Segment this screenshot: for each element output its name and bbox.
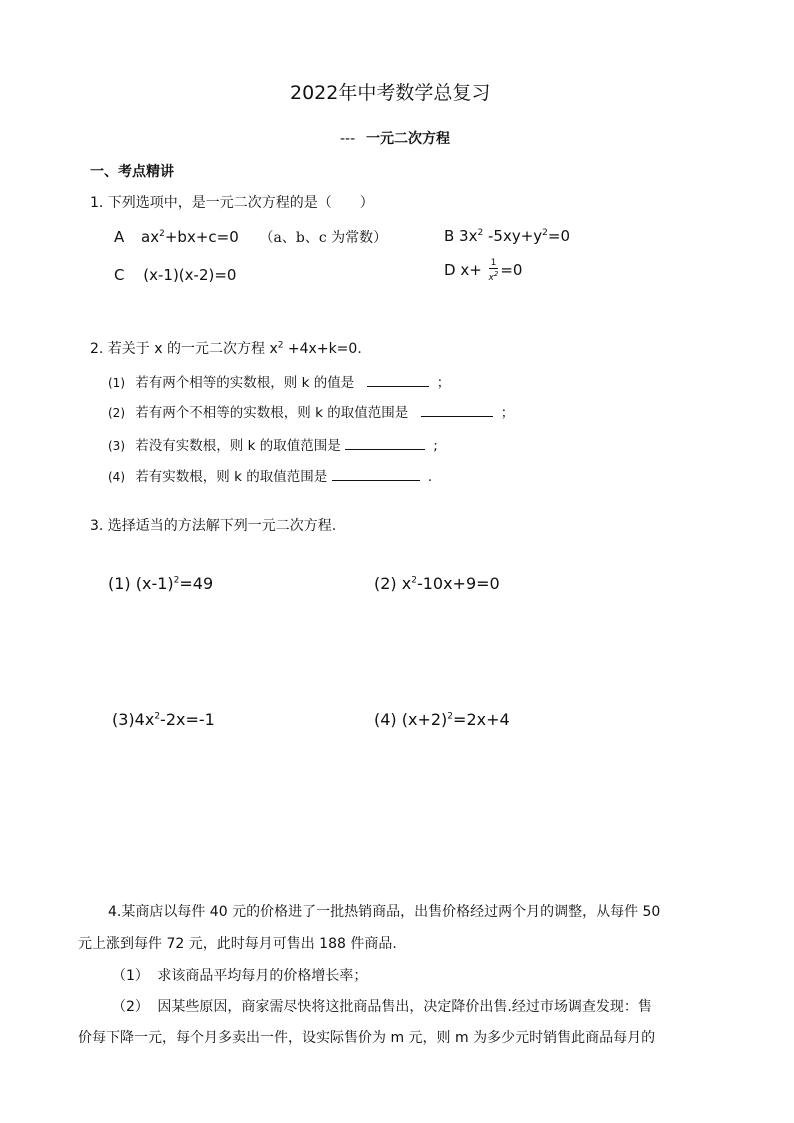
q3-problem-3: $(3)4x^2-2x=-1$ [112,710,215,729]
subtitle-dash: --- [340,131,356,147]
q2-blank-2[interactable] [421,402,493,417]
q1-c-equation: (x-1)(x-2)=0 [143,266,237,284]
q2-item-1: (1) 若有两个相等的实数根，则 k 的值是 ； [108,371,450,391]
q3-problem-2: (2) $x^2-10x+9=0$ [374,574,500,593]
q2-stem: 2. 若关于 x 的一元二次方程 $x^2 +4x+k=0$. [90,340,362,357]
q1-option-c [114,266,236,284]
page-subtitle [340,128,450,148]
q2-item-3: (3) 若没有实数根，则 k 的取值范围是 ; [108,434,438,454]
q1-d-fraction: $\frac{1}{x^2}$ [488,258,499,283]
section-heading: 一、考点精讲 [90,164,174,180]
page-title: 2022年中考数学总复习 [290,82,491,104]
q4-sub-2: （2） 因某些原因，商家需尽快将这批商品售出，决定降价出售.经过市场调查发现：售 [112,999,652,1015]
q1-a-equation: $ax^2+bx+c=0$ [141,228,239,246]
q4-line-2: 元上涨到每件 72 元，此时每月可售出 188 件商品. [78,936,397,952]
q3-stem: 3. 选择适当的方法解下列一元二次方程. [90,518,337,534]
q1-stem: 1. 下列选项中，是一元二次方程的是（ ） [90,195,374,211]
q1-a-note: （a、b、c 为常数） [259,230,388,246]
q2-blank-3[interactable] [345,435,425,450]
q4-sub-2-cont: 价每下降一元，每个月多卖出一件，设实际售价为 m 元，则 m 为多少元时销售此商品每月的 [78,1030,656,1046]
q1-c-label: C [114,266,125,284]
q2-item-4: (4) 若有实数根，则 k 的取值范围是 . [108,465,432,485]
q3-problem-1: (1) $(x-1)^2=49$ [108,574,214,593]
q1-option-d: D x+ $\frac{1}{x^2}$ =0 [444,258,523,283]
q1-option-a [114,227,387,247]
subtitle-text: 一元二次方程 [366,131,451,147]
q2-blank-1[interactable] [367,372,429,387]
q1-a-label: A [114,228,125,246]
q1-option-b: B $3x^2$ $-5xy+y^2=0$ [444,227,571,245]
q4-sub-1: （1） 求该商品平均每月的价格增长率； [112,968,368,984]
q2-item-2: (2) 若有两个不相等的实数根，则 k 的取值范围是 ； [108,401,514,421]
q2-blank-4[interactable] [332,466,420,481]
q4-line-1: 4.某商店以每件 40 元的价格进了一批热销商品，出售价格经过两个月的调整，从每件 50 [108,904,661,920]
q3-problem-4: (4) $(x+2)^2=2x+4$ [374,710,510,729]
